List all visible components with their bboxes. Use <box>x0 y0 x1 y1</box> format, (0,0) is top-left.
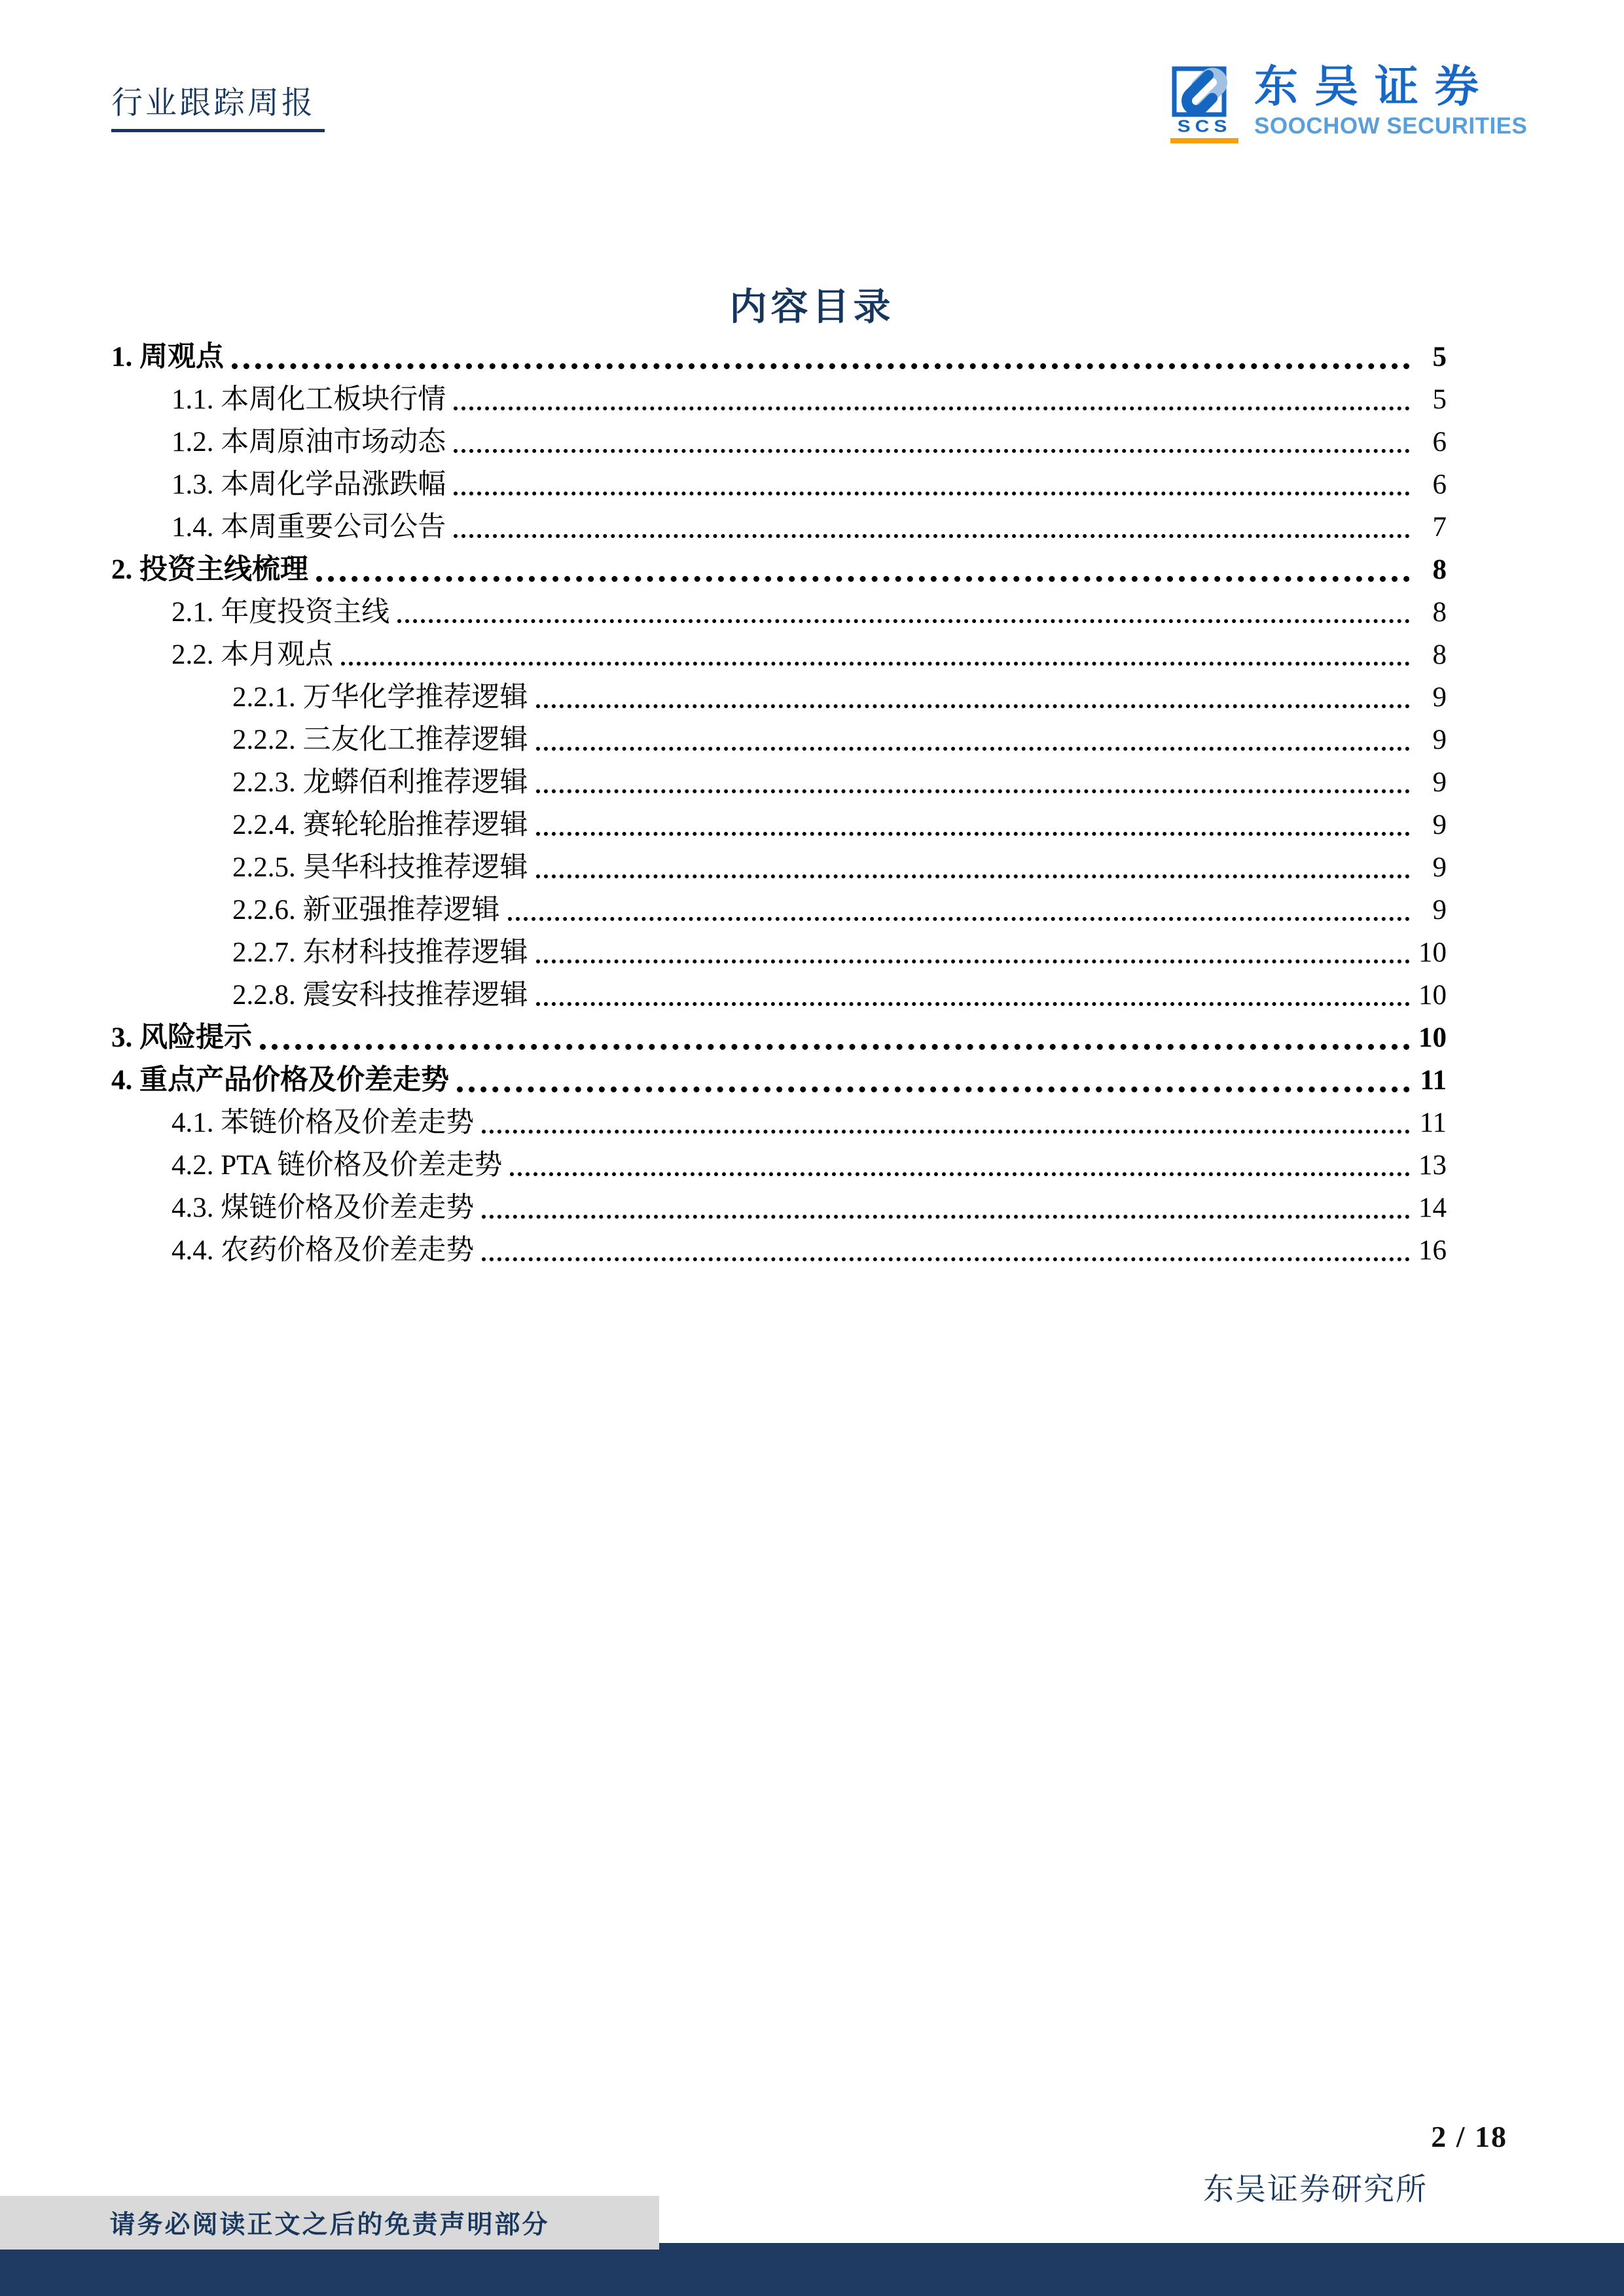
soochow-logo <box>1170 62 1528 143</box>
toc-entry[interactable] <box>111 590 1447 633</box>
toc-entry-page: 8 <box>1432 554 1447 585</box>
toc-entry-label: 2.2.1. 万华化学推荐逻辑 <box>232 682 528 713</box>
toc-entry-page: 6 <box>1432 469 1447 500</box>
toc-entry[interactable] <box>111 335 1447 378</box>
toc-entry[interactable] <box>111 378 1447 420</box>
toc-entry-label: 2.2.3. 龙蟒佰利推荐逻辑 <box>232 767 528 798</box>
toc-leader-dots <box>454 492 1410 495</box>
toc-entry[interactable] <box>111 718 1447 761</box>
toc-leader-dots <box>341 662 1410 666</box>
toc-entry-label: 1.2. 本周原油市场动态 <box>171 427 446 457</box>
toc-leader-dots <box>454 449 1410 453</box>
toc-entry[interactable] <box>111 931 1447 973</box>
toc-leader-dots <box>510 1172 1410 1176</box>
brand-name-cn: 东吴证券 <box>1254 62 1495 111</box>
toc-entry-label: 1.1. 本周化工板块行情 <box>171 384 446 415</box>
toc-leader-dots <box>508 917 1411 921</box>
toc-leader-dots <box>397 619 1410 623</box>
toc-entry-label: 2.2.2. 三友化工推荐逻辑 <box>232 725 528 755</box>
toc-entry-page: 9 <box>1432 895 1447 925</box>
research-institute-label: 东吴证券研究所 <box>1203 2173 1428 2207</box>
toc-entry[interactable] <box>111 505 1447 548</box>
toc-entry[interactable] <box>111 548 1447 590</box>
scs-chain-link-icon <box>1172 66 1237 117</box>
toc-title: 内容目录 <box>729 287 895 328</box>
toc-entry[interactable] <box>111 803 1447 846</box>
toc-entry-label: 2.2.4. 赛轮轮胎推荐逻辑 <box>232 810 528 840</box>
toc-entry-label: 4.4. 农药价格及价差走势 <box>171 1235 475 1266</box>
toc-entry-page: 10 <box>1418 980 1447 1011</box>
toc-entry-page: 7 <box>1432 512 1447 543</box>
disclaimer-text: 请务必阅读正文之后的免责声明部分 <box>109 2211 550 2239</box>
toc-entry[interactable] <box>111 973 1447 1016</box>
toc-entry-label: 4.1. 苯链价格及价差走势 <box>171 1107 475 1138</box>
toc-entry-label: 1. 周观点 <box>111 342 224 372</box>
toc-leader-dots <box>260 1044 1410 1050</box>
toc-entry-label: 2.2.5. 昊华科技推荐逻辑 <box>232 852 528 883</box>
toc-entry-label: 4.3. 煤链价格及价差走势 <box>171 1193 475 1223</box>
toc-entry-page: 10 <box>1418 937 1447 968</box>
toc-entry-page: 9 <box>1432 852 1447 883</box>
toc-entry-label: 1.3. 本周化学品涨跌幅 <box>171 469 446 500</box>
toc-entry-page: 11 <box>1420 1065 1447 1096</box>
footer-navy-bar <box>0 2243 1624 2296</box>
toc-entry-page: 5 <box>1432 342 1447 372</box>
toc-entry-page: 6 <box>1432 427 1447 457</box>
toc-entry-page: 9 <box>1432 810 1447 840</box>
toc-entry[interactable] <box>111 463 1447 505</box>
toc-entry[interactable] <box>111 888 1447 931</box>
logo-icon-block <box>1170 66 1238 143</box>
toc-entry-page: 8 <box>1432 639 1447 670</box>
toc-list <box>111 335 1447 1271</box>
toc-entry[interactable] <box>111 420 1447 463</box>
toc-entry-label: 1.4. 本周重要公司公告 <box>171 512 446 543</box>
toc-entry[interactable] <box>111 1143 1447 1186</box>
toc-leader-dots <box>454 406 1410 410</box>
disclaimer-bar <box>0 2196 659 2250</box>
toc-leader-dots <box>482 1130 1410 1134</box>
toc-leader-dots <box>454 534 1410 538</box>
toc-entry-page: 8 <box>1432 597 1447 628</box>
toc-entry[interactable] <box>111 675 1447 718</box>
toc-leader-dots <box>482 1257 1410 1261</box>
toc-leader-dots <box>536 960 1411 963</box>
toc-leader-dots <box>536 1002 1411 1006</box>
toc-entry[interactable] <box>111 1229 1447 1271</box>
toc-entry[interactable] <box>111 1058 1447 1101</box>
toc-entry[interactable] <box>111 1101 1447 1143</box>
logo-wordmark <box>1254 62 1528 139</box>
scs-text: SCS <box>1177 117 1232 136</box>
toc-entry-label: 4. 重点产品价格及价差走势 <box>111 1065 449 1096</box>
toc-entry-label: 3. 风险提示 <box>111 1022 252 1053</box>
toc-leader-dots <box>536 747 1411 751</box>
logo-orange-bar <box>1170 138 1238 143</box>
page-number-indicator: 2 / 18 <box>1431 2120 1507 2153</box>
toc-leader-dots <box>536 789 1411 793</box>
toc-leader-dots <box>536 832 1411 836</box>
toc-entry-page: 9 <box>1432 682 1447 713</box>
toc-entry[interactable] <box>111 1016 1447 1058</box>
toc-entry-page: 10 <box>1418 1022 1447 1053</box>
toc-entry[interactable] <box>111 633 1447 675</box>
toc-entry-label: 2.1. 年度投资主线 <box>171 597 390 628</box>
toc-entry-page: 5 <box>1432 384 1447 415</box>
toc-entry-page: 16 <box>1418 1235 1447 1266</box>
toc-entry[interactable] <box>111 846 1447 888</box>
toc-entry-label: 4.2. PTA 链价格及价差走势 <box>171 1150 503 1181</box>
toc-entry-page: 9 <box>1432 725 1447 755</box>
report-type-label: 行业跟踪周报 <box>111 77 325 132</box>
brand-name-en: SOOCHOW SECURITIES <box>1254 113 1528 139</box>
toc-entry-label: 2.2.7. 东材科技推荐逻辑 <box>232 937 528 968</box>
toc-entry-page: 9 <box>1432 767 1447 798</box>
toc-entry-label: 2.2. 本月观点 <box>171 639 334 670</box>
toc-leader-dots <box>316 576 1410 582</box>
toc-entry[interactable] <box>111 761 1447 803</box>
toc-leader-dots <box>457 1086 1410 1092</box>
toc-leader-dots <box>536 704 1411 708</box>
toc-entry-page: 13 <box>1418 1150 1447 1181</box>
toc-leader-dots <box>482 1215 1410 1219</box>
toc-entry-page: 11 <box>1419 1107 1447 1138</box>
toc-entry-label: 2. 投资主线梳理 <box>111 554 308 585</box>
toc-entry-page: 14 <box>1418 1193 1447 1223</box>
toc-entry-label: 2.2.6. 新亚强推荐逻辑 <box>232 895 500 925</box>
toc-leader-dots <box>536 874 1411 878</box>
toc-entry[interactable] <box>111 1186 1447 1229</box>
toc-leader-dots <box>232 363 1410 369</box>
toc-entry-label: 2.2.8. 震安科技推荐逻辑 <box>232 980 528 1011</box>
